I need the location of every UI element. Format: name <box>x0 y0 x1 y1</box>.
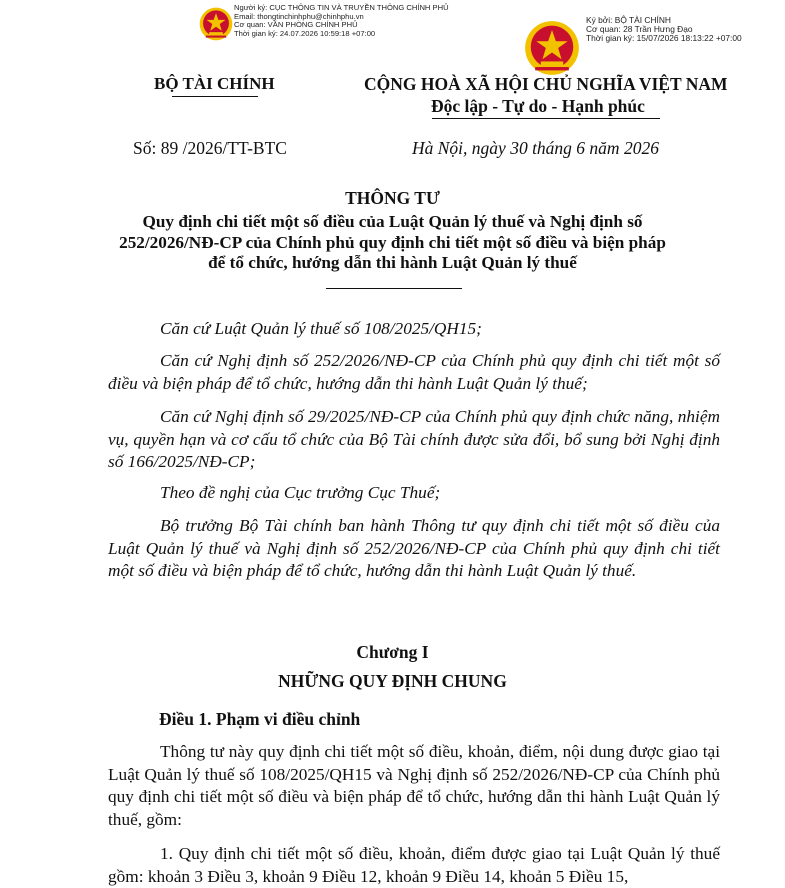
preamble-enactment: Bộ trưởng Bộ Tài chính ban hành Thông tư quy định chi tiết một số điều của Luật Quản lý thuế và Nghị định số 252/2026/NĐ-CP của Chính phủ quy định chi tiết một số điều và biện pháp để tổ chức, hướng dẫn thi hành Luật Quản lý thuế. <box>108 516 720 580</box>
signature-line: Thời gian ký: 24.07.2026 10:59:18 +07:00 <box>234 28 376 38</box>
document-number: Số: 89 /2026/TT-BTC <box>133 138 287 158</box>
chapter-label: Chương I <box>356 642 429 662</box>
subject-line: 252/2026/NĐ-CP của Chính phủ quy định chi tiết một số điều và biện pháp <box>119 232 666 252</box>
national-title: CỘNG HOÀ XÃ HỘI CHỦ NGHĨA VIỆT NAM <box>364 74 728 94</box>
digital-signature-ministry <box>586 16 742 44</box>
chapter-title: NHỮNG QUY ĐỊNH CHUNG <box>278 671 507 691</box>
preamble-basis: Căn cứ Nghị định số 29/2025/NĐ-CP của Chính phủ quy định chức năng, nhiệm vụ, quyền hạn và cơ cấu tổ chức của Bộ Tài chính được sửa đổi, bổ sung bởi Nghị định số 166/2025/NĐ-CP; <box>108 407 720 471</box>
divider <box>432 118 660 119</box>
preamble-basis: Căn cứ Nghị định số 252/2026/NĐ-CP của Chính phủ quy định chi tiết một số điều và biện pháp để tổ chức, hướng dẫn thi hành Luật Quản lý thuế; <box>108 351 720 393</box>
place-date: Hà Nội, ngày 30 tháng 6 năm 2026 <box>412 138 659 158</box>
signature-line: Thời gian ký: 15/07/2026 18:13:22 +07:00 <box>586 33 742 44</box>
document-type: THÔNG TƯ <box>345 188 440 208</box>
subject-line: Quy định chi tiết một số điều của Luật Quản lý thuế và Nghị định số <box>142 212 643 231</box>
subject-line: để tổ chức, hướng dẫn thi hành Luật Quản lý thuế <box>208 253 577 272</box>
preamble-proposal: Theo đề nghị của Cục trưởng Cục Thuế; <box>160 483 441 502</box>
signature-line: Người ký: CỤC THÔNG TIN VÀ TRUYỀN THÔNG CHÍNH PHỦ <box>234 3 449 12</box>
issuing-agency: BỘ TÀI CHÍNH <box>154 74 275 93</box>
divider <box>172 96 258 97</box>
article-item: 1. Quy định chi tiết một số điều, khoản, điểm được giao tại Luật Quản lý thuế gồm: khoản 3 Điều 3, khoản 9 Điều 12, khoản 9 Điều 14, khoản 5 Điều 15, <box>108 844 720 886</box>
national-emblem-icon <box>524 18 580 78</box>
divider <box>326 288 462 289</box>
article-heading: Điều 1. Phạm vi điều chỉnh <box>159 709 361 729</box>
digital-signature-gov <box>234 4 449 38</box>
signature-line: Email: thongtinchinhphu@chinhphu.vn <box>234 11 364 21</box>
national-motto: Độc lập - Tự do - Hạnh phúc <box>431 96 645 116</box>
preamble-basis: Căn cứ Luật Quản lý thuế số 108/2025/QH15; <box>160 319 482 338</box>
national-emblem-icon <box>199 6 233 42</box>
document-subject <box>0 212 785 274</box>
signature-line: Ký bởi: BỘ TÀI CHÍNH <box>586 15 671 25</box>
signature-line: Cơ quan: VĂN PHÒNG CHÍNH PHỦ <box>234 20 358 30</box>
article-intro: Thông tư này quy định chi tiết một số điều, khoản, điểm, nội dung được giao tại Luật Quản lý thuế số 108/2025/QH15 và Nghị định số 252/2026/NĐ-CP của Chính phủ quy định chi tiết một số điều và biện pháp để tổ chức, hướng dẫn thi hành Luật Quản lý thuế, gồm: <box>108 742 720 829</box>
signature-line: Cơ quan: 28 Trần Hưng Đạo <box>586 24 693 35</box>
